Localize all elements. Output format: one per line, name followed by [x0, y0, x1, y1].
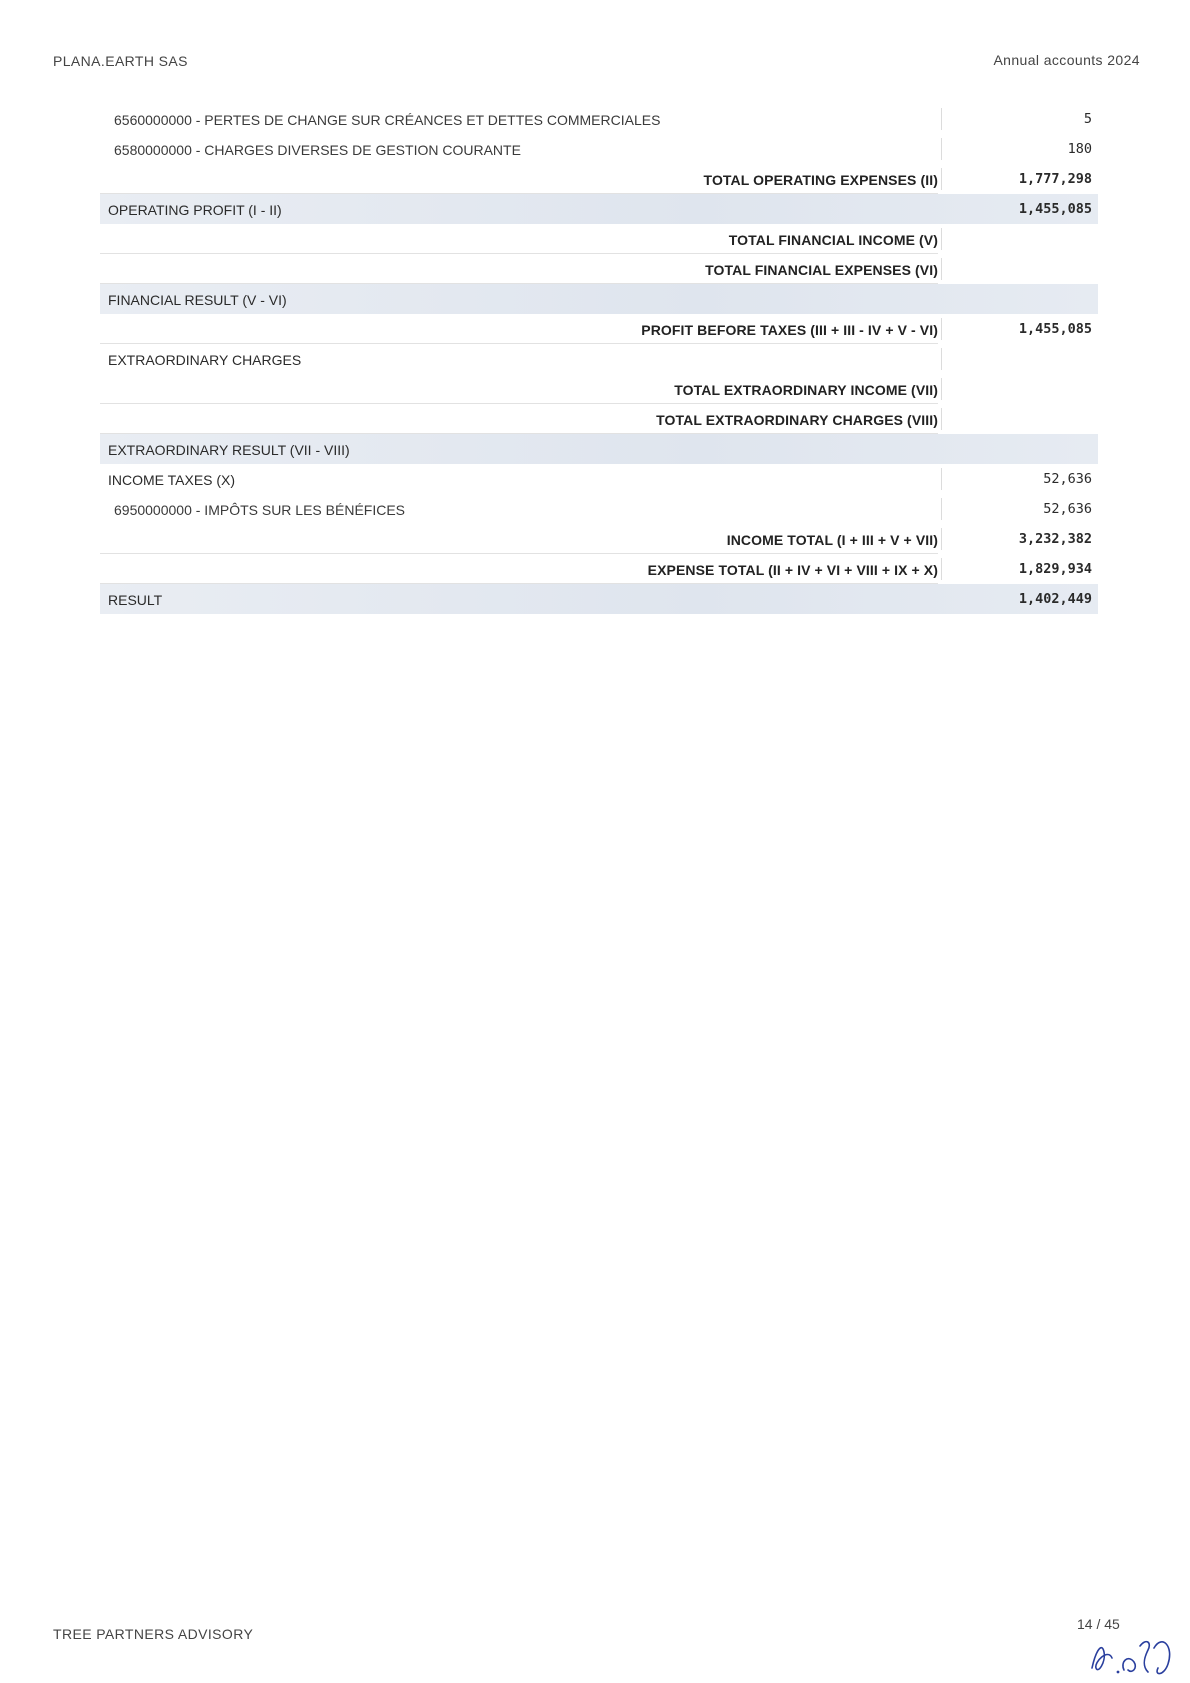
table-row	[100, 464, 1098, 494]
row-value: 3,232,382	[1018, 531, 1092, 547]
row-label: TOTAL FINANCIAL EXPENSES (VI)	[705, 262, 938, 278]
row-label: 6580000000 - CHARGES DIVERSES DE GESTION COURANTE	[114, 142, 521, 158]
company-name: PLANA.EARTH SAS	[53, 53, 188, 69]
row-label: EXTRAORDINARY RESULT (VII - VIII)	[108, 442, 350, 458]
row-label: RESULT	[108, 592, 163, 608]
table-row	[100, 224, 1098, 254]
table-row	[100, 254, 1098, 284]
table-row	[100, 194, 1098, 224]
row-label: 6560000000 - PERTES DE CHANGE SUR CRÉANCES ET DETTES COMMERCIALES	[114, 112, 661, 128]
row-label: TOTAL EXTRAORDINARY CHARGES (VIII)	[656, 412, 938, 428]
page-number: 14 / 45	[1077, 1616, 1120, 1632]
row-label: TOTAL EXTRAORDINARY INCOME (VII)	[674, 382, 938, 398]
row-label: OPERATING PROFIT (I - II)	[108, 202, 282, 218]
row-label: PROFIT BEFORE TAXES (III + III - IV + V - VI)	[641, 322, 938, 338]
row-label: EXTRAORDINARY CHARGES	[108, 352, 302, 368]
table-row	[100, 584, 1098, 614]
row-value: 1,455,085	[1018, 321, 1092, 337]
table-row	[100, 344, 1098, 374]
advisory-firm: TREE PARTNERS ADVISORY	[53, 1626, 254, 1642]
income-statement-table	[100, 104, 1098, 614]
table-row	[100, 494, 1098, 524]
row-label: EXPENSE TOTAL (II + IV + VI + VIII + IX + X)	[647, 562, 938, 578]
signature-initials-icon	[1088, 1628, 1178, 1680]
table-row	[100, 314, 1098, 344]
row-label: TOTAL OPERATING EXPENSES (II)	[703, 172, 938, 188]
table-row	[100, 374, 1098, 404]
row-value: 1,455,085	[1018, 201, 1092, 217]
row-value: 180	[1067, 141, 1092, 157]
table-row	[100, 434, 1098, 464]
row-value: 52,636	[1043, 501, 1092, 517]
table-row	[100, 164, 1098, 194]
row-value: 1,402,449	[1018, 591, 1092, 607]
row-value: 1,777,298	[1018, 171, 1092, 187]
row-label: INCOME TOTAL (I + III + V + VII)	[726, 532, 938, 548]
row-label: INCOME TAXES (X)	[108, 472, 236, 488]
row-value: 1,829,934	[1018, 561, 1092, 577]
table-row	[100, 524, 1098, 554]
row-label: FINANCIAL RESULT (V - VI)	[108, 292, 287, 308]
row-value: 5	[1083, 111, 1092, 127]
table-row	[100, 284, 1098, 314]
row-label: 6950000000 - IMPÔTS SUR LES BÉNÉFICES	[114, 502, 406, 518]
document-title: Annual accounts 2024	[993, 52, 1140, 68]
table-row	[100, 404, 1098, 434]
table-row	[100, 134, 1098, 164]
table-row	[100, 104, 1098, 134]
table-row	[100, 554, 1098, 584]
row-label: TOTAL FINANCIAL INCOME (V)	[728, 232, 938, 248]
row-value: 52,636	[1043, 471, 1092, 487]
